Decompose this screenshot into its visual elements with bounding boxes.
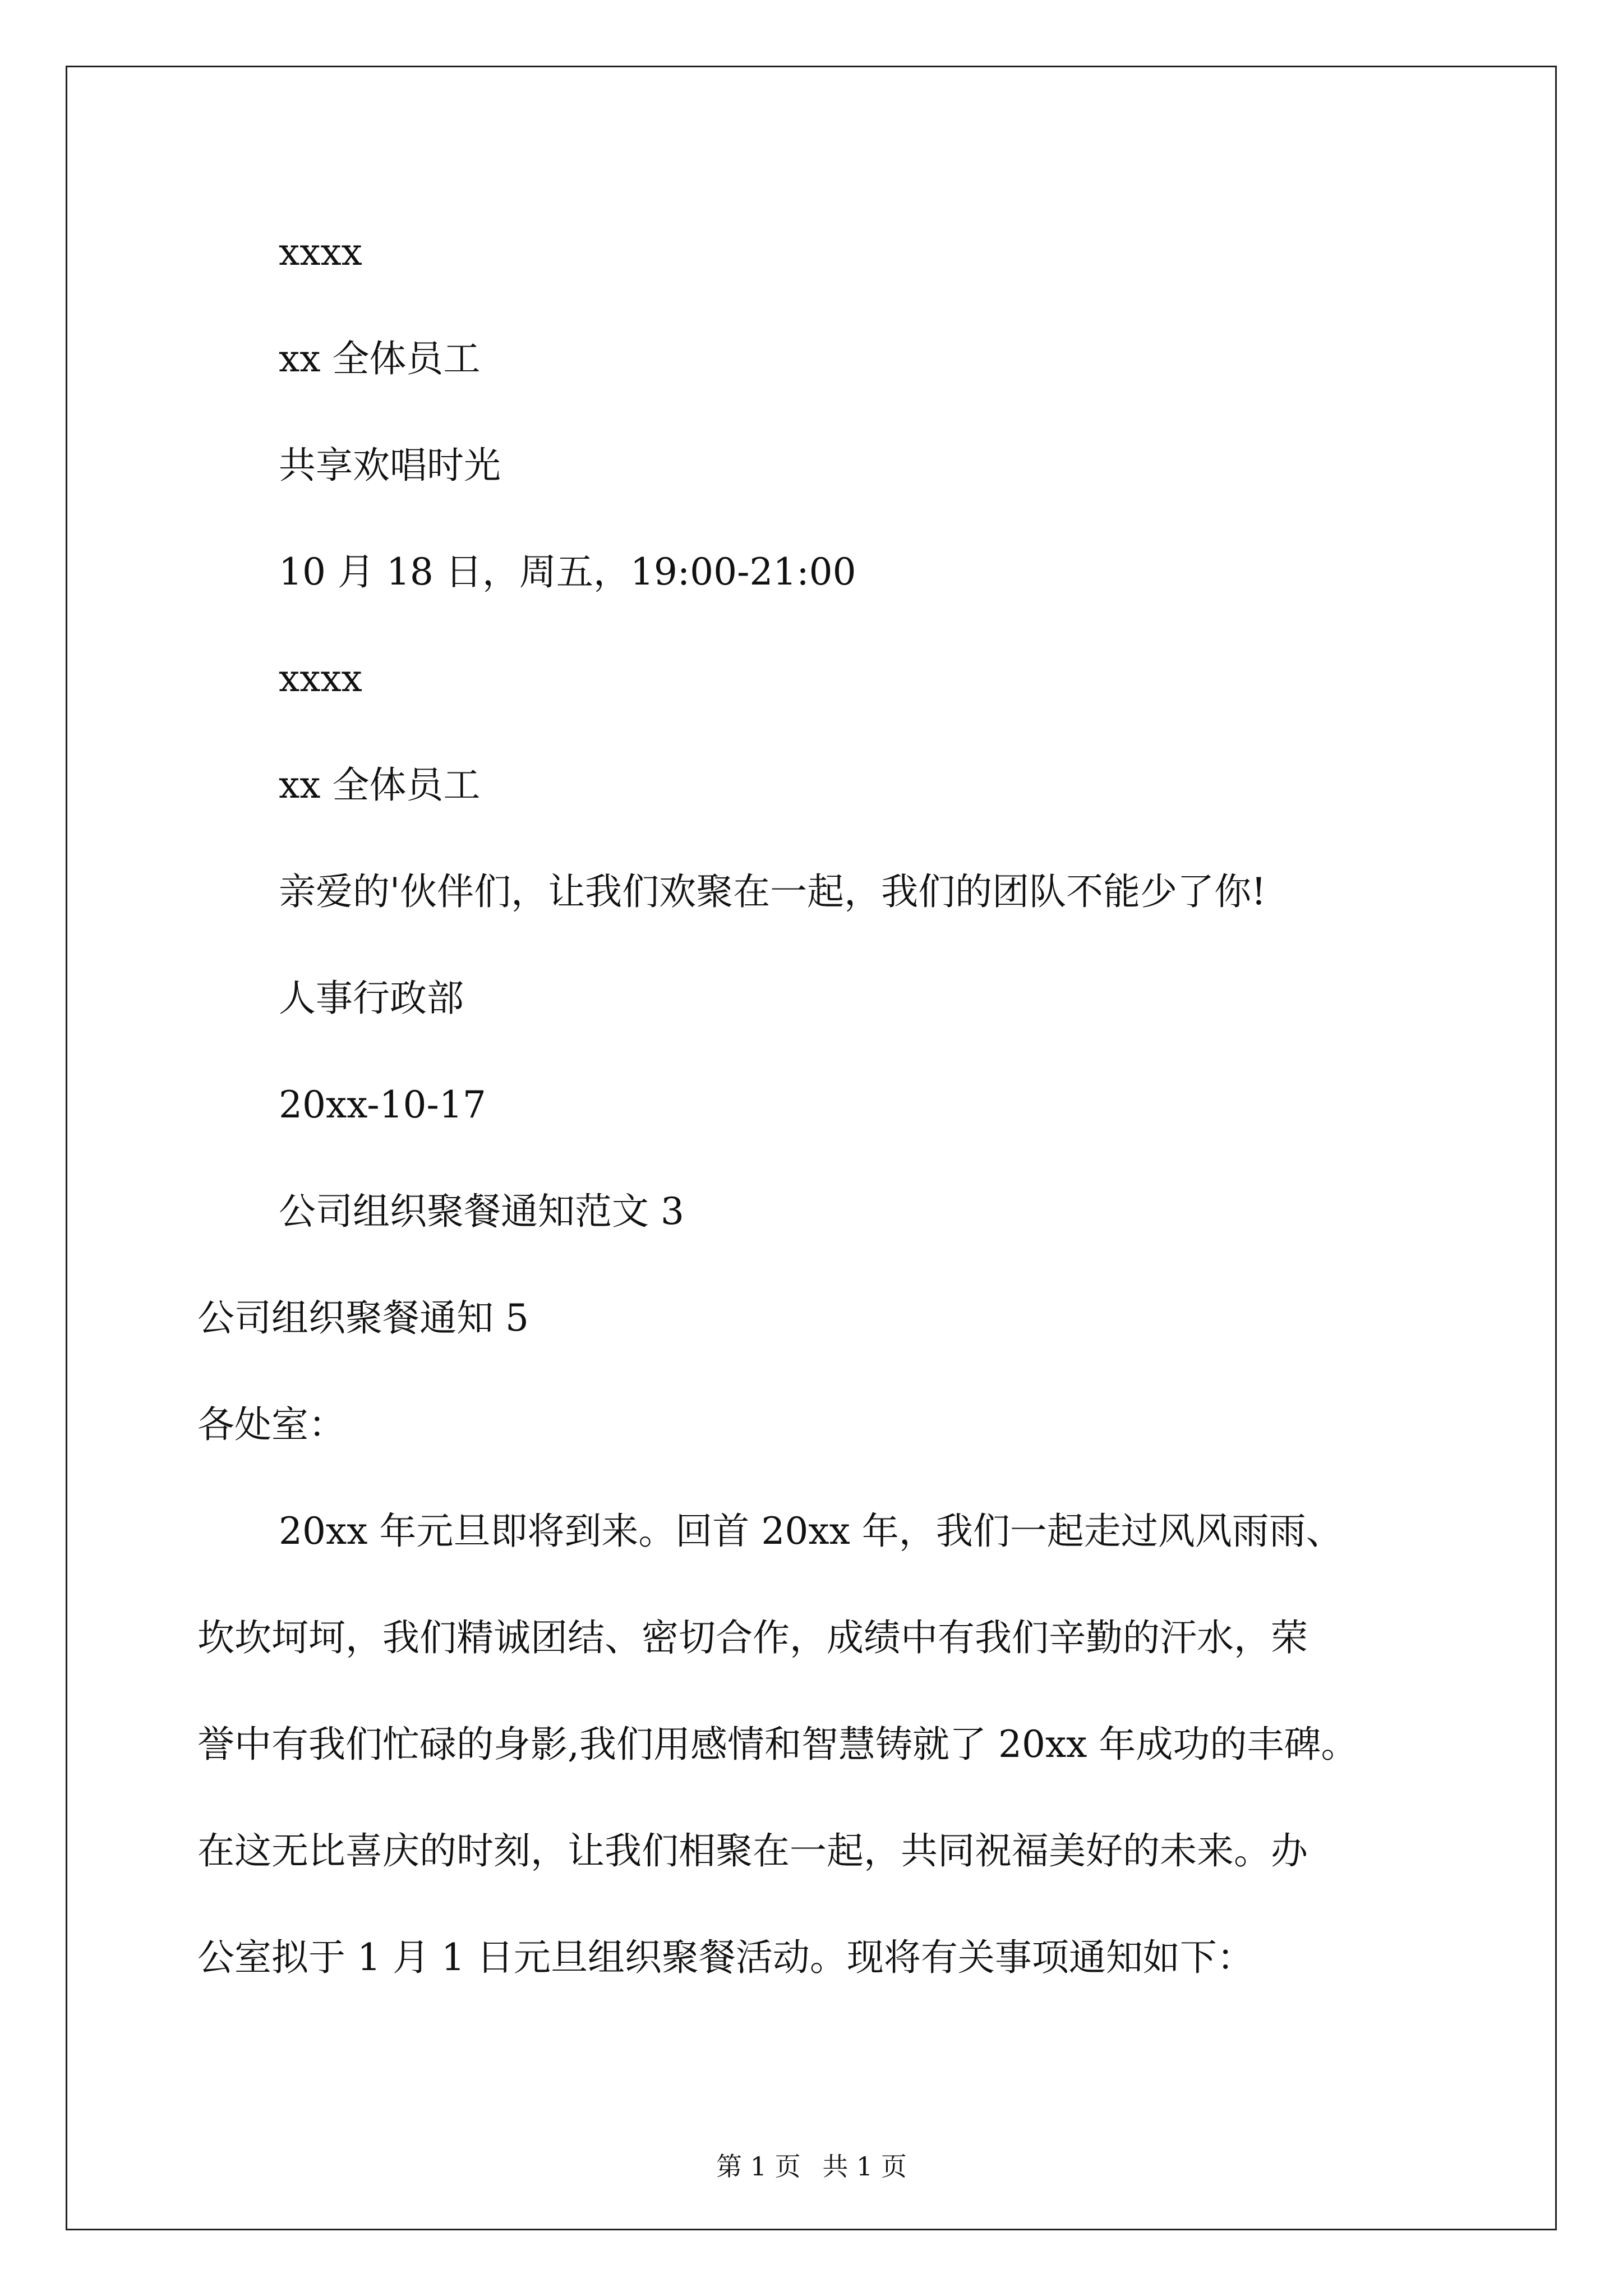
page-number: 第 1 页 [716,2151,801,2182]
paragraph-line: 在这无比喜庆的时刻，让我们相聚在一起，共同祝福美好的未来。办 [197,1829,1308,1872]
text-line: xxxx [279,231,362,274]
paragraph-line: 20xx 年元旦即将到来。回首 20xx 年，我们一起走过风风雨雨、 [279,1510,1343,1553]
text-line: xxxx [279,657,362,700]
paragraph-line: 坎坎坷坷，我们精诚团结、密切合作，成绩中有我们辛勤的汗水，荣 [197,1616,1308,1659]
text-line: 10 月 18 日，周五，19:00-21:00 [279,550,856,593]
salutation: 各处室： [197,1403,345,1446]
text-line: xx 全体员工 [279,763,481,807]
text-line: 共享欢唱时光 [279,444,501,487]
section-title: 公司组织聚餐通知范文 3 [279,1190,684,1233]
page-total: 共 1 页 [822,2151,907,2182]
text-line: 亲爱的'伙伴们，让我们欢聚在一起，我们的团队不能少了你! [279,870,1266,913]
paragraph-line: 公室拟于 1 月 1 日元旦组织聚餐活动。现将有关事项通知如下： [197,1936,1254,1979]
page-footer [0,2150,1623,2183]
page-border [66,66,1557,2230]
paragraph-line: 誉中有我们忙碌的身影,我们用感情和智慧铸就了 20xx 年成功的丰碑。 [197,1723,1358,1766]
notice-title: 公司组织聚餐通知 5 [197,1296,529,1340]
text-line: 20xx-10-17 [279,1083,486,1126]
text-line: 人事行政部 [279,977,464,1020]
text-line: xx 全体员工 [279,337,481,380]
